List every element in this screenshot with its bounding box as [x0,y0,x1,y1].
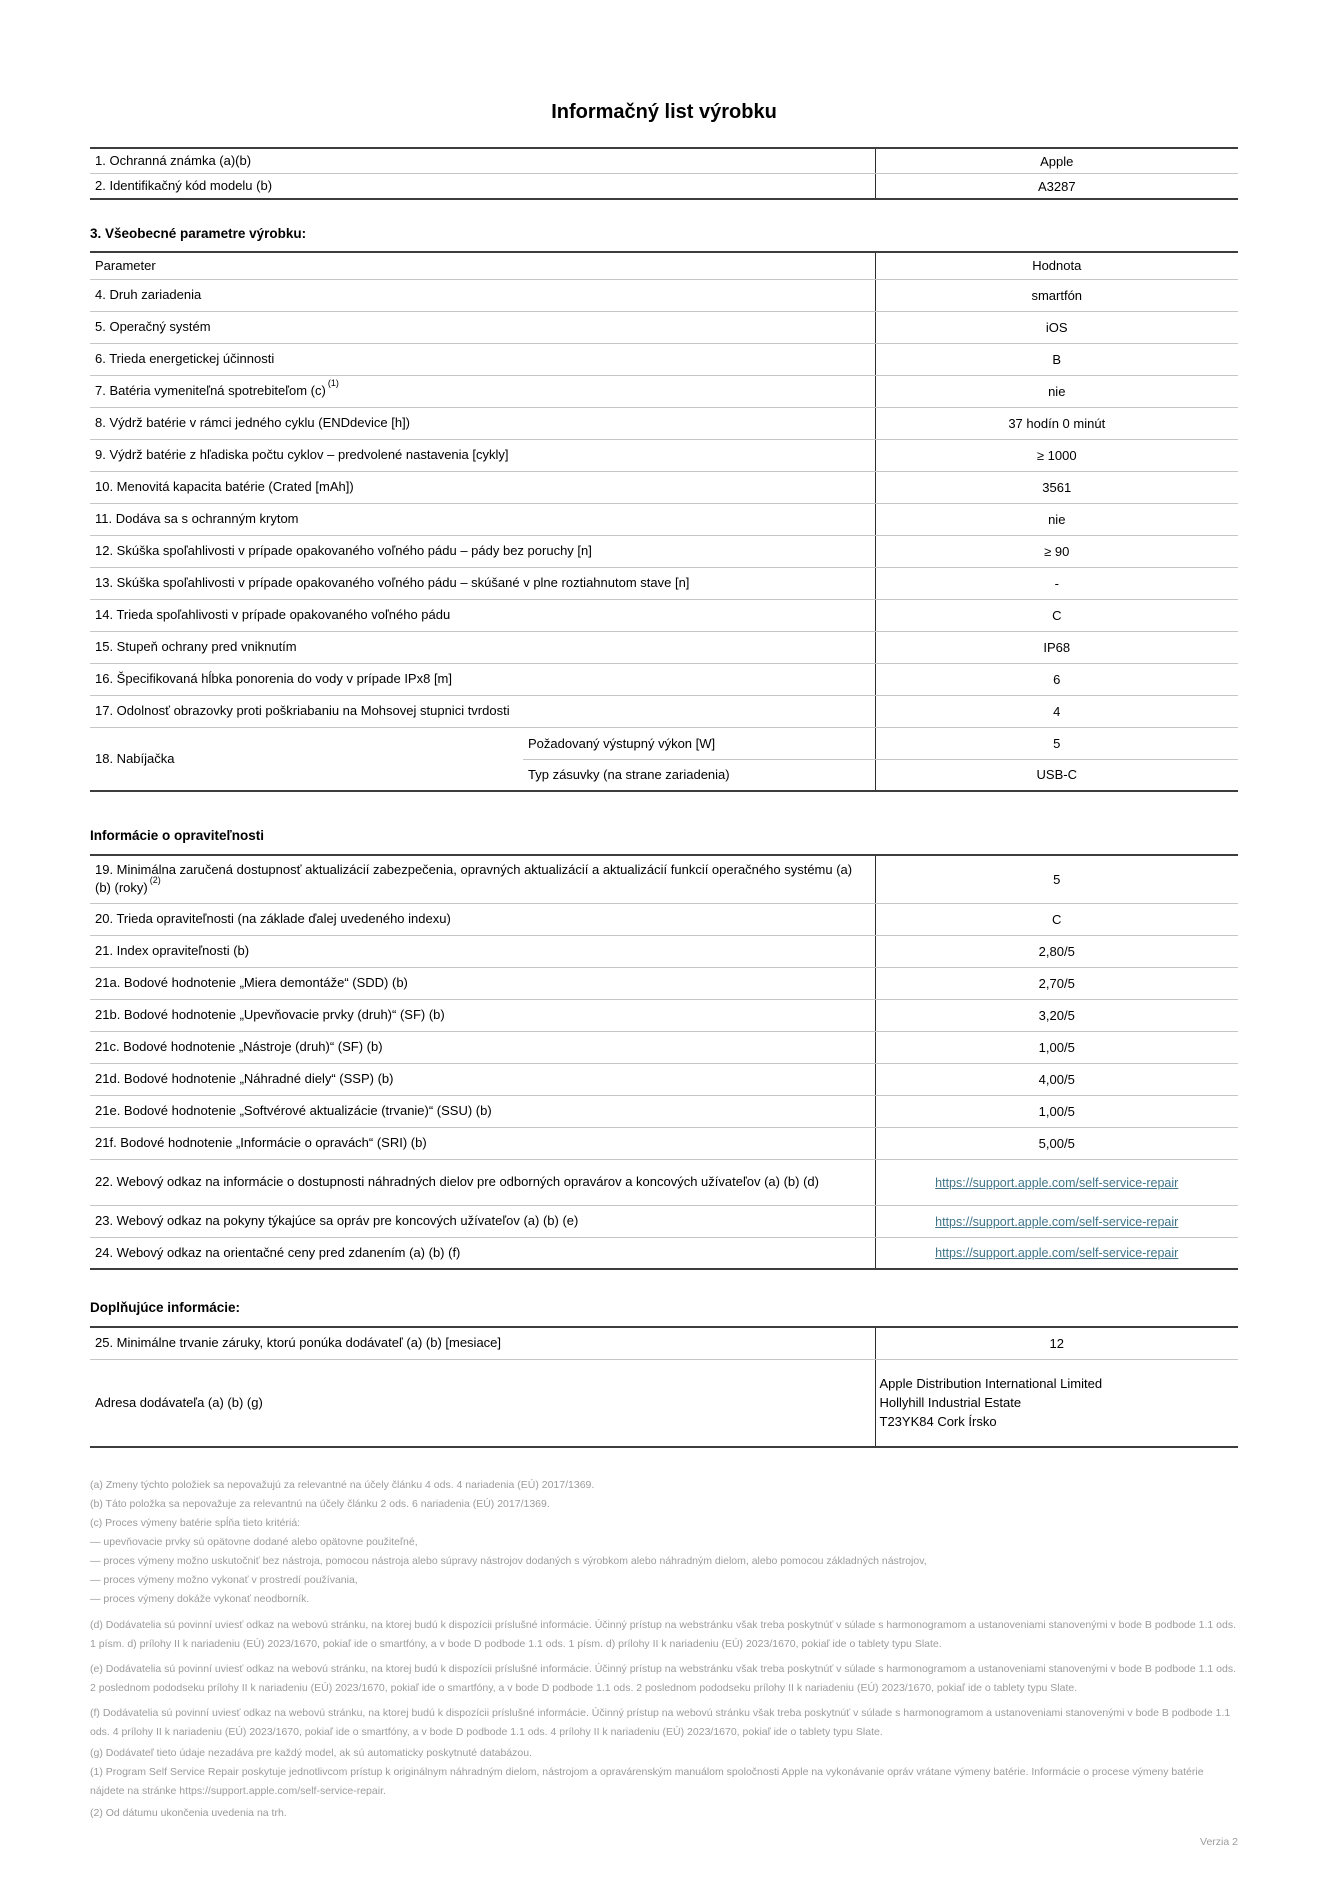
parameter-label: 8. Výdrž batérie v rámci jedného cyklu (ENDdevice [h]) [90,407,875,439]
footnote-1: (1) Program Self Service Repair poskytuje jednotlivcom prístup k originálnym náhradným dielom, nástrojom a opravárenským manuálom spoločnosti Apple na vykonávanie opráv vrátane výmeny batérie. Informácie o procese výmeny batérie nájdete na stránke https://support.apple.com/self-service-repair. [90,1766,1204,1797]
table-row [90,903,1238,935]
column-header-parameter: Parameter [90,252,875,279]
parameter-label: 20. Trieda opraviteľnosti (na základe ďalej uvedeného indexu) [90,903,875,935]
parameter-value [875,1237,1238,1269]
parameter-label: 21c. Bodové hodnotenie „Nástroje (druh)“ (SF) (b) [90,1031,875,1063]
supplier-address [875,1359,1238,1447]
supplier-address-line: Apple Distribution International Limited [879,1376,1103,1392]
table-row [90,535,1238,567]
table-row [90,631,1238,663]
parameter-value: B [875,343,1238,375]
footnote-d: (d) Dodávatelia sú povinní uviesť odkaz na webovú stránku, na ktorej budú k dispozícii príslušné informácie. Účinný prístup na webstránku však treba poskytnúť v súlade s harmonogramom a ustanoveniami stanovenými v bode B podbode 1.1 ods. 1 písm. d) prílohy II k nariadeniu (EÚ) 2023/1670, pokiaľ ide o smartfóny, a v bode D podbode 1.1 ods. 1 písm. d) prílohy II k nariadeniu (EÚ) 2023/1670, pokiaľ ide o tablety typu Slate. [90,1619,1236,1650]
parameter-value [875,1205,1238,1237]
table-row [90,999,1238,1031]
charger-sub-value: 5 [875,727,1238,759]
parameter-label: 23. Webový odkaz na pokyny týkajúce sa opráv pre koncových užívateľov (a) (b) (e) [90,1205,875,1237]
parameter-value: 4,00/5 [875,1063,1238,1095]
parameter-label [90,855,875,903]
table-header-row [90,252,1238,279]
parameter-value: 12 [875,1327,1238,1359]
charger-sub-label: Požadovaný výstupný výkon [W] [523,727,875,759]
parameter-value: 3561 [875,471,1238,503]
section-heading-repairability: Informácie o opraviteľnosti [90,828,264,843]
table-row [90,1127,1238,1159]
table-row-supplier-address [90,1359,1238,1447]
parameter-value: 1,00/5 [875,1095,1238,1127]
parameter-value: IP68 [875,631,1238,663]
parameter-value: ≥ 90 [875,535,1238,567]
footnotes-section [90,1476,1238,1849]
table-row-charger [90,727,1238,759]
parameter-label: 13. Skúška spoľahlivosti v prípade opakovaného voľného pádu – skúšané v plne roztiahnutom stave [n] [90,567,875,599]
parameter-label: 12. Skúška spoľahlivosti v prípade opakovaného voľného pádu – pády bez poruchy [n] [90,535,875,567]
parameter-label: 10. Menovitá kapacita batérie (Crated [mAh]) [90,471,875,503]
table-row [90,503,1238,535]
footnote-c-item: — upevňovacie prvky sú opätovne dodané alebo opätovne použiteľné, [90,1536,418,1548]
table-row [90,695,1238,727]
parameter-label: 21a. Bodové hodnotenie „Miera demontáže“ (SDD) (b) [90,967,875,999]
table-row [90,1327,1238,1359]
footnote-a: (a) Zmeny týchto položiek sa nepovažujú za relevantné na účely článku 4 ods. 4 nariadenia (EÚ) 2017/1369. [90,1479,595,1491]
parameter-value: 3,20/5 [875,999,1238,1031]
parameter-label: 17. Odolnosť obrazovky proti poškriabaniu na Mohsovej stupnici tvrdosti [90,695,875,727]
parameter-value: C [875,599,1238,631]
parameter-value: iOS [875,311,1238,343]
parameter-value: nie [875,503,1238,535]
table-row [90,1095,1238,1127]
parameter-label: 14. Trieda spoľahlivosti v prípade opakovaného voľného pádu [90,599,875,631]
footnote-ref-1: (1) [327,377,339,388]
supplier-address-line: T23YK84 Cork Írsko [879,1414,997,1430]
parameter-value: A3287 [875,174,1238,200]
parameter-value: 2,70/5 [875,967,1238,999]
parameter-label: 4. Druh zariadenia [90,279,875,311]
table-row [90,1205,1238,1237]
footnote-f: (f) Dodávatelia sú povinní uviesť odkaz na webovú stránku, na ktorej budú k dispozícii príslušné informácie. Účinný prístup na webovú stránku však treba poskytnúť v súlade s harmonogramom a ustanoveniami stanovenými v bode B podbode 1.1 ods. 4 prílohy II k nariadeniu (EÚ) 2023/1670, pokiaľ ide o smartfóny, a v bode D podbode 1.1 ods. 4 prílohy II k nariadeniu (EÚ) 2023/1670, pokiaľ ide o tablety typu Slate. [90,1707,1231,1738]
parameter-label: 15. Stupeň ochrany pred vniknutím [90,631,875,663]
parameter-label: 16. Špecifikovaná hĺbka ponorenia do vody v prípade IPx8 [m] [90,663,875,695]
table-row [90,1237,1238,1269]
charger-sub-value: USB-C [875,759,1238,791]
table-row [90,663,1238,695]
parameter-value [875,1159,1238,1205]
page-title: Informačný list výrobku [551,101,777,123]
footnote-c-item: — proces výmeny dokáže vykonať neodborník. [90,1593,310,1605]
parameter-value: 37 hodín 0 minút [875,407,1238,439]
parameter-label: Adresa dodávateľa (a) (b) (g) [95,1394,263,1410]
parameter-value: - [875,567,1238,599]
parameter-label: 25. Minimálne trvanie záruky, ktorú ponúka dodávateľ (a) (b) [mesiace] [90,1327,875,1359]
parameter-label: 9. Výdrž batérie z hľadiska počtu cyklov – predvolené nastavenia [cykly] [90,439,875,471]
parameter-label-charger: 18. Nabíjačka [95,750,175,766]
parameter-label [90,375,875,407]
footnote-c-item: — proces výmeny možno uskutočniť bez nástroja, pomocou nástroja alebo súpravy nástrojov dodaných s výrobkom alebo náhradným dielom, alebo pomocou základných nástrojov, [90,1555,927,1567]
footnote-ref-2: (2) [149,874,161,885]
parameter-label: 21. Index opraviteľnosti (b) [90,935,875,967]
additional-info-table [90,1326,1238,1448]
parameter-label: 21b. Bodové hodnotenie „Upevňovacie prvky (druh)“ (SF) (b) [90,999,875,1031]
parameter-value: 6 [875,663,1238,695]
parameter-value: 4 [875,695,1238,727]
parameter-value: nie [875,375,1238,407]
footnote-2: (2) Od dátumu ukončenia uvedenia na trh. [90,1807,287,1819]
version-label: Verzia 2 [1200,1836,1238,1848]
document-content [90,0,1238,1849]
parameter-label: 1. Ochranná známka (a)(b) [90,148,875,174]
parameter-label: 21e. Bodové hodnotenie „Softvérové aktualizácie (trvanie)“ (SSU) (b) [90,1095,875,1127]
parameter-value: ≥ 1000 [875,439,1238,471]
self-service-repair-link[interactable]: https://support.apple.com/self-service-repair [935,1175,1179,1190]
self-service-repair-link[interactable]: https://support.apple.com/self-service-repair [935,1246,1179,1261]
parameter-label: 24. Webový odkaz na orientačné ceny pred zdanením (a) (b) (f) [95,1244,461,1260]
general-parameters-table [90,251,1238,792]
self-service-repair-link[interactable]: https://support.apple.com/self-service-repair [935,1214,1179,1229]
table-row [90,439,1238,471]
parameter-value: Apple [875,148,1238,174]
parameter-label: 2. Identifikačný kód modelu (b) [95,178,273,193]
parameter-label: 21f. Bodové hodnotenie „Informácie o opravách“ (SRI) (b) [90,1127,875,1159]
table-row [90,375,1238,407]
footnote-b: (b) Táto položka sa nepovažuje za relevantnú na účely článku 2 ods. 6 nariadenia (EÚ) 2017/1369. [90,1498,550,1510]
parameter-label: 5. Operačný systém [90,311,875,343]
parameter-label: 6. Trieda energetickej účinnosti [90,343,875,375]
table-row [90,855,1238,903]
product-id-table [90,147,1238,200]
table-row [90,599,1238,631]
repairability-table [90,854,1238,1270]
footnote-e: (e) Dodávatelia sú povinní uviesť odkaz na webovú stránku, na ktorej budú k dispozícii príslušné informácie. Účinný prístup na webstránku však treba poskytnúť v súlade s harmonogramom a ustanoveniami stanovenými v bode B podbode 1.1 ods. 2 poslednom pododseku prílohy II k nariadeniu (EÚ) 2023/1670, pokiaľ ide o smartfóny, a v bode D podbode 1.1 ods. 2 poslednom pododseku prílohy II k nariadeniu (EÚ) 2023/1670, pokiaľ ide o tablety typu Slate. [90,1663,1236,1694]
supplier-address-line: Hollyhill Industrial Estate [879,1395,1022,1411]
charger-sub-label: Typ zásuvky (na strane zariadenia) [528,767,730,783]
parameter-value: 2,80/5 [875,935,1238,967]
parameter-value: C [875,903,1238,935]
table-row [90,148,1238,174]
table-row [90,1159,1238,1205]
table-row [90,174,1238,200]
table-row [90,311,1238,343]
parameter-label: 22. Webový odkaz na informácie o dostupnosti náhradných dielov pre odborných opravárov a koncových užívateľov (a) (b) (d) [90,1159,875,1205]
parameter-value: 1,00/5 [875,1031,1238,1063]
table-row [90,967,1238,999]
parameter-label: 21d. Bodové hodnotenie „Náhradné diely“ (SSP) (b) [90,1063,875,1095]
table-row [90,279,1238,311]
table-row [90,935,1238,967]
parameter-value: 5,00/5 [875,1127,1238,1159]
table-row [90,343,1238,375]
parameter-value: 5 [875,855,1238,903]
table-row [90,407,1238,439]
column-header-value: Hodnota [875,252,1238,279]
table-row [90,471,1238,503]
table-row [90,1063,1238,1095]
footnote-g: (g) Dodávateľ tieto údaje nezadáva pre každý model, ak sú automaticky poskytnuté databázou. [90,1747,532,1759]
section-heading-additional: Doplňujúce informácie: [90,1300,241,1315]
footnote-c-item: — proces výmeny možno vykonať v prostredí používania, [90,1574,358,1586]
table-row [90,1031,1238,1063]
parameter-label-text: 7. Batéria vymeniteľná spotrebiteľom (c) [95,383,326,398]
table-row [90,567,1238,599]
parameter-label: 11. Dodáva sa s ochranným krytom [90,503,875,535]
parameter-value: smartfón [875,279,1238,311]
footnote-c: (c) Proces výmeny batérie spĺňa tieto kritériá: [90,1517,301,1529]
parameter-label-text: 19. Minimálna zaručená dostupnosť aktualizácií zabezpečenia, opravných aktualizácií a aktualizácií funkcií operačného systému (a) (b) (roky) [95,862,853,896]
section-heading-general: 3. Všeobecné parametre výrobku: [90,226,307,241]
